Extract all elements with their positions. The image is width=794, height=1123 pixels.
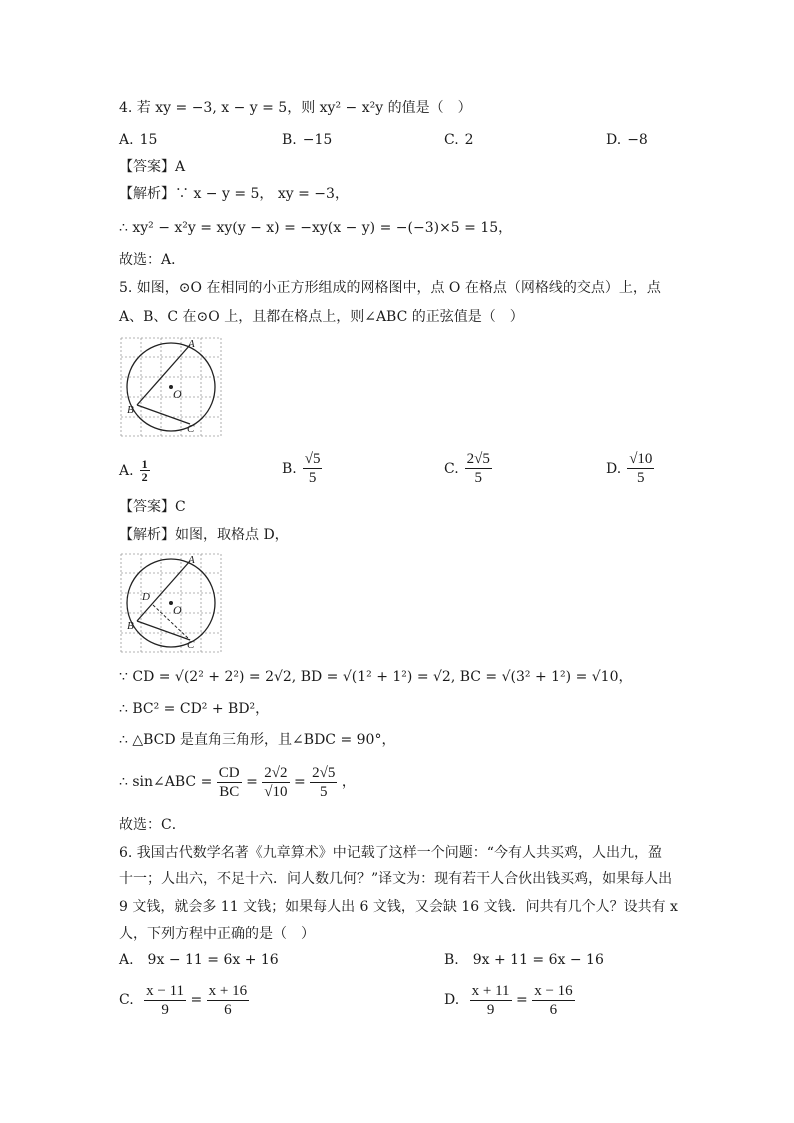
q4-option-b: B. −15: [282, 132, 333, 148]
q6-stem-3: 9 文钱，就会多 11 文钱；如果每人出 6 文钱，又会缺 16 文钱．问共有几个人？设共有 x: [119, 899, 678, 915]
q5-stem-2: A、B、C 在⊙O 上，且都在格点上，则∠ABC 的正弦值是（ ）: [119, 309, 524, 325]
circle-grid-figure: [120, 337, 222, 437]
q6-option-c: C. $\frac{x - 11}{9}$ = $\frac{x + 16}{6}$: [119, 982, 248, 1018]
label-a: A: [188, 554, 195, 566]
q4-stem: 4. 若 xy = −3, x − y = 5，则 xy² − x²y 的值是（ ）: [119, 100, 472, 116]
q4-answer: 【答案】A: [119, 159, 186, 175]
q4-option-a: A. 15: [119, 132, 158, 148]
q6-option-a: A. 9x − 11 = 6x + 16: [119, 952, 279, 968]
q5-analysis-3: ∴ BC² = CD² + BD²，: [119, 701, 270, 717]
label-d: D: [142, 591, 150, 603]
label-b: B: [127, 620, 134, 632]
q5-stem-1: 5. 如图，⊙O 在相同的小正方形组成的网格图中，点 O 在格点（网格线的交点）上，点: [119, 280, 661, 296]
q5-option-b: B. $\frac{√5}{5}$: [282, 451, 321, 486]
q6-option-b: B. 9x + 11 = 6x − 16: [444, 952, 604, 968]
q4-analysis-1: 【解析】∵ x − y = 5， xy = −3，: [119, 186, 349, 202]
q5-answer: 【答案】C: [119, 499, 186, 515]
circle-grid-figure-with-d: [120, 553, 222, 653]
label-c: C: [187, 423, 195, 435]
q6-stem-1: 6. 我国古代数学名著《九章算术》中记载了这样一个问题：“今有人共买鸡，人出九，盈: [119, 845, 662, 861]
q5-analysis-2: ∵ CD = √(2² + 2²) = 2√2, BD = √(1² + 1²) = √2, BC = √(3² + 1²) = √10，: [119, 669, 633, 685]
q6-stem-4: 人，下列方程中正确的是（ ）: [119, 926, 315, 942]
q6-stem-2: 十一；人出六，不足十六．问人数几何？”译文为：现有若干人合伙出钱买鸡，如果每人出: [119, 871, 673, 887]
q5-conclusion: 故选：C．: [119, 817, 186, 833]
q4-analysis-2: ∴ xy² − x²y = xy(y − x) = −xy(x − y) = −(−3)×5 = 15，: [119, 220, 513, 236]
label-o: O: [173, 387, 182, 401]
q6-option-d: D. $\frac{x + 11}{9}$ = $\frac{x - 16}{6}$: [444, 982, 573, 1018]
q4-option-c: C. 2: [444, 132, 474, 148]
label-a: A: [188, 338, 195, 350]
q4-conclusion: 故选：A．: [119, 252, 186, 268]
q5-analysis-5: ∴ sin∠ABC = $\frac{CD}{BC}$ = $\frac{2√2}{√10}$ = $\frac{2√5}{5}$ ，: [119, 764, 356, 800]
q5-figure: [120, 337, 222, 437]
q5-analysis-1: 【解析】如图，取格点 D，: [119, 527, 289, 543]
label-b: B: [127, 404, 134, 416]
label-c: C: [187, 639, 195, 651]
q5-option-d: D. $\frac{√10}{5}$: [606, 451, 653, 486]
q5-analysis-figure: [120, 553, 222, 653]
q4-option-d: D. −8: [606, 132, 648, 148]
q5-analysis-4: ∴ △BCD 是直角三角形，且∠BDC = 90°，: [119, 732, 396, 748]
q5-option-a: A. $\frac{1}{2}$: [119, 457, 148, 484]
label-o: O: [173, 603, 182, 617]
q5-option-c: C. $\frac{2√5}{5}$: [444, 451, 490, 486]
